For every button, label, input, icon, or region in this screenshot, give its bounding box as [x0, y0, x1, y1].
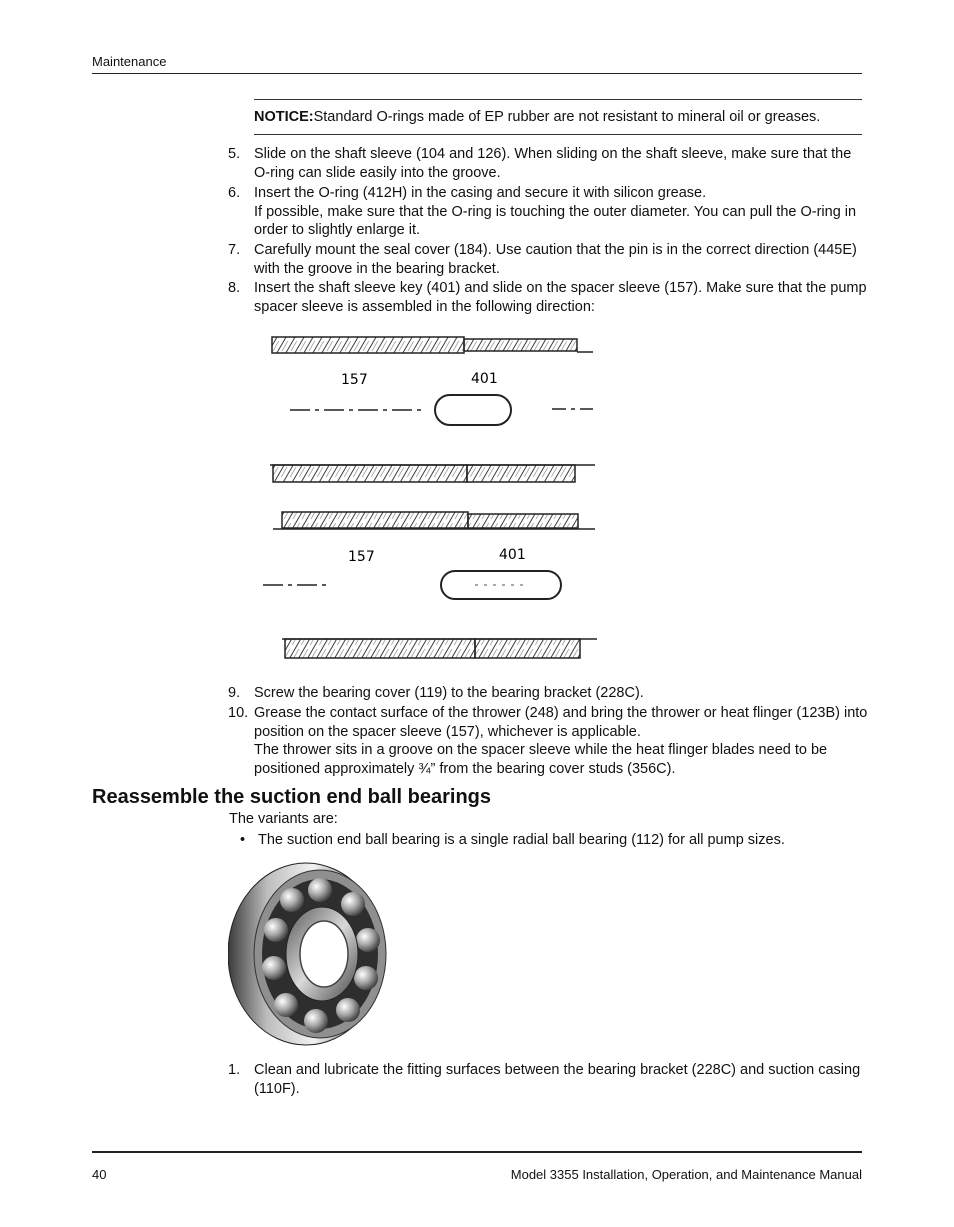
bullet-text: The suction end ball bearing is a single radial ball bearing (112) for all pump sizes.: [258, 832, 785, 848]
list-item-bullet: [240, 832, 785, 848]
key-401-top: [435, 395, 511, 425]
notice-label: NOTICE:: [254, 109, 314, 125]
list-item-step-1: [228, 1061, 868, 1098]
header-rule: [92, 73, 862, 74]
list-item-step-6: [228, 184, 868, 240]
footer-rule: [92, 1151, 862, 1153]
list-item-step-9: [228, 684, 868, 703]
section-intro: The variants are:: [229, 811, 338, 827]
step-text: Clean and lubricate the fitting surfaces between the bearing bracket (228C) and suction casing (110F).: [254, 1062, 861, 1097]
running-header: Maintenance: [92, 54, 167, 69]
step-text: Slide on the shaft sleeve (104 and 126). When sliding on the shaft sleeve, make sure that the O-ring can slide easily into the groove.: [254, 146, 852, 181]
list-item-step-5: [228, 145, 868, 182]
list-item-step-7: [228, 241, 868, 278]
step-number: 5.: [228, 146, 241, 162]
step-number: 6.: [228, 185, 241, 201]
step-text: Insert the O-ring (412H) in the casing and secure it with silicon grease.: [254, 185, 707, 201]
step-number: 10.: [228, 705, 249, 721]
step-number: 7.: [228, 242, 241, 258]
notice-text: Standard O-rings made of EP rubber are not resistant to mineral oil or greases.: [313, 109, 821, 125]
step-text: Grease the contact surface of the thrower (248) and bring the thrower or heat flinger (123B) into position on the spacer sleeve (157), whichever is applicable.: [254, 705, 868, 740]
label-157-top: 157: [341, 372, 368, 388]
sleeve-bottom-upper: [273, 512, 595, 529]
key-401-bottom: [441, 571, 561, 599]
step-subtext: If possible, make sure that the O-ring is touching the outer diameter. You can pull the O-ring in order to slightly enlarge it.: [254, 203, 857, 238]
notice-box: [254, 99, 862, 135]
bullet-icon: •: [240, 832, 246, 848]
sleeve-top-lower: [270, 465, 595, 482]
label-401-bottom: 401: [499, 547, 526, 563]
section-heading: Reassemble the suction end ball bearings: [92, 786, 492, 808]
label-401-top: 401: [471, 371, 498, 387]
step-text: Screw the bearing cover (119) to the bearing bracket (228C).: [254, 685, 644, 701]
ball-bearing-image: [228, 860, 396, 1048]
step-text: Carefully mount the seal cover (184). Use caution that the pin is in the correct direction (445E) with the groove in the bearing bracket.: [254, 242, 857, 277]
step-subtext: The thrower sits in a groove on the spacer sleeve while the heat flinger blades need to be positioned approximately ¾” from the bearing cover studs (356C).: [254, 742, 828, 777]
document-title: Model 3355 Installation, Operation, and Maintenance Manual: [510, 1167, 862, 1182]
label-157-bottom: 157: [348, 549, 375, 565]
step-number: 8.: [228, 280, 241, 296]
sleeve-bottom-lower: [282, 639, 597, 658]
step-number: 9.: [228, 685, 241, 701]
page-number: 40: [92, 1167, 107, 1182]
sleeve-top-upper: [272, 337, 593, 353]
step-text: Insert the shaft sleeve key (401) and slide on the spacer sleeve (157). Make sure that the pump spacer sleeve is assembled in the following direction:: [254, 280, 867, 315]
list-item-step-8: [228, 279, 868, 316]
step-number: 1.: [228, 1062, 241, 1078]
list-item-step-10: [228, 704, 868, 778]
spacer-sleeve-diagram: [255, 325, 605, 675]
